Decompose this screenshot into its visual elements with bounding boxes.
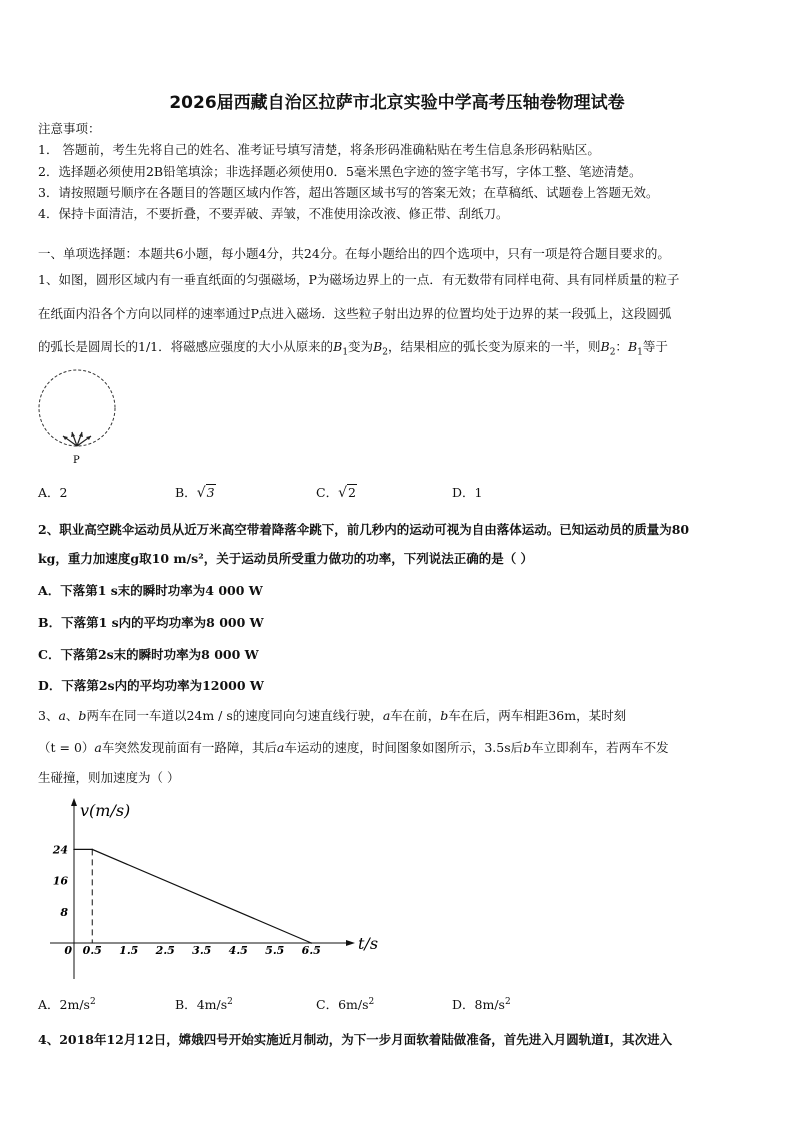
x-tick-label: 2.5 <box>155 944 175 957</box>
q3-option-b: B．$4m/s^2$ <box>175 997 233 1013</box>
q1-line-2: 在纸面内沿各个方向以同样的速率通过P点进入磁场．这些粒子射出边界的位置均处于边界的某一段弧上，这段圆弧 <box>38 306 672 321</box>
q1-option-a: A．2 <box>38 485 68 500</box>
y-tick-label: 8 <box>60 905 68 919</box>
q2-option-b: B．下落第1 s内的平均功率为8 000 W <box>38 615 264 630</box>
series-point <box>310 942 312 944</box>
q2-line-2: kg，重力加速度g取10 m/s²，关于运动员所受重力做功的功率，下列说法正确的是（ ） <box>38 551 534 566</box>
q3-option-a: A．$2m/s^2$ <box>38 997 96 1013</box>
x-tick-label: 1.5 <box>119 944 139 957</box>
notice-item-3: 3．请按照题号顺序在各题目的答题区域内作答，超出答题区域书写的答案无效；在草稿纸、试题卷上答题无效。 <box>38 185 659 200</box>
q4-line-1: 4、2018年12月12日，嫦娥四号开始实施近月制动，为下一步月面软着陆做准备，首先进入月圆轨道Ⅰ，其次进入 <box>38 1032 673 1047</box>
q3-line-2: （t = 0）a车突然发现前面有一路障，其后a车运动的速度，时间图象如图所示，3.5s后b车立即刹车，若两车不发 <box>38 740 669 755</box>
notice-item-4: 4．保持卡面清洁，不要折叠，不要弄破、弄皱，不准使用涂改液、修正带、刮纸刀。 <box>38 206 509 221</box>
velocity-arrows <box>63 432 91 446</box>
x-tick-label: 5.5 <box>265 944 285 957</box>
x-tick-label: 3.5 <box>192 944 212 957</box>
point-p-label: P <box>73 455 80 466</box>
q3-option-c: C．$6m/s^2$ <box>316 997 375 1013</box>
y-axis-arrow <box>71 798 77 806</box>
y-axis-label: v(m/s) <box>80 801 131 820</box>
notice-item-1: 1． 答题前，考生先将自己的姓名、准考证号填写清楚，将条形码准确粘贴在考生信息条形码粘贴区。 <box>38 142 600 157</box>
y-tick-label: 16 <box>52 874 68 888</box>
q1-option-d: D．1 <box>452 485 483 500</box>
notice-heading: 注意事项： <box>38 121 101 136</box>
field-boundary-circle <box>39 370 115 446</box>
q1-line-3: 的弧长是圆周长的1/1．将磁感应强度的大小从原来的$B_1$变为$B_2$，结果相应的弧长变为原来的一半，则$B_2$：$B_1$等于 <box>38 339 668 358</box>
q1-line-1: 1、如图，圆形区域内有一垂直纸面的匀强磁场，P为磁场边界上的一点．有无数带有同样电荷、具有同样质量的粒子 <box>38 272 680 287</box>
series-point <box>91 849 93 851</box>
x-axis-arrow <box>346 940 355 946</box>
q3-line-1: 3、a、b两车在同一车道以24m / s的速度同向匀速直线行驶，a车在前，b车在后，两车相距36m，某时刻 <box>38 708 627 723</box>
x-tick-label: 6.5 <box>301 944 321 957</box>
x-tick-label: 0.5 <box>82 944 102 957</box>
q2-option-a: A．下落第1 s末的瞬时功率为4 000 W <box>38 583 263 598</box>
q2-option-c: C．下落第2s末的瞬时功率为8 000 W <box>38 647 259 662</box>
exam-title: 2026届西藏自治区拉萨市北京实验中学高考压轴卷物理试卷 <box>169 93 625 113</box>
velocity-time-chart <box>50 796 400 982</box>
q1-option-b: B．√3 <box>175 485 215 501</box>
x-axis-label: t/s <box>358 934 379 953</box>
series-point <box>73 849 75 851</box>
x-tick-label: 4.5 <box>228 944 248 957</box>
magnetic-field-figure <box>30 366 130 470</box>
series-a-velocity-line <box>74 849 311 943</box>
q1-option-c: C．√2 <box>316 485 356 501</box>
y-tick-label: 24 <box>52 843 68 857</box>
q2-line-1: 2、职业高空跳伞运动员从近万米高空带着降落伞跳下，前几秒内的运动可视为自由落体运动。已知运动员的质量为80 <box>38 522 690 537</box>
section-heading: 一、单项选择题：本题共6小题，每小题4分，共24分。在每小题给出的四个选项中，只有一项是符合题目要求的。 <box>38 246 670 261</box>
notice-item-2: 2．选择题必须使用2B铅笔填涂；非选择题必须使用0．5毫米黑色字迹的签字笔书写，字体工整、笔迹清楚。 <box>38 164 642 179</box>
q3-option-d: D．$8m/s^2$ <box>452 997 511 1013</box>
q2-option-d: D．下落第2s内的平均功率为12000 W <box>38 678 264 693</box>
x-tick-label: 0 <box>64 944 72 957</box>
q3-line-3: 生碰撞，则加速度为（ ） <box>38 770 180 785</box>
